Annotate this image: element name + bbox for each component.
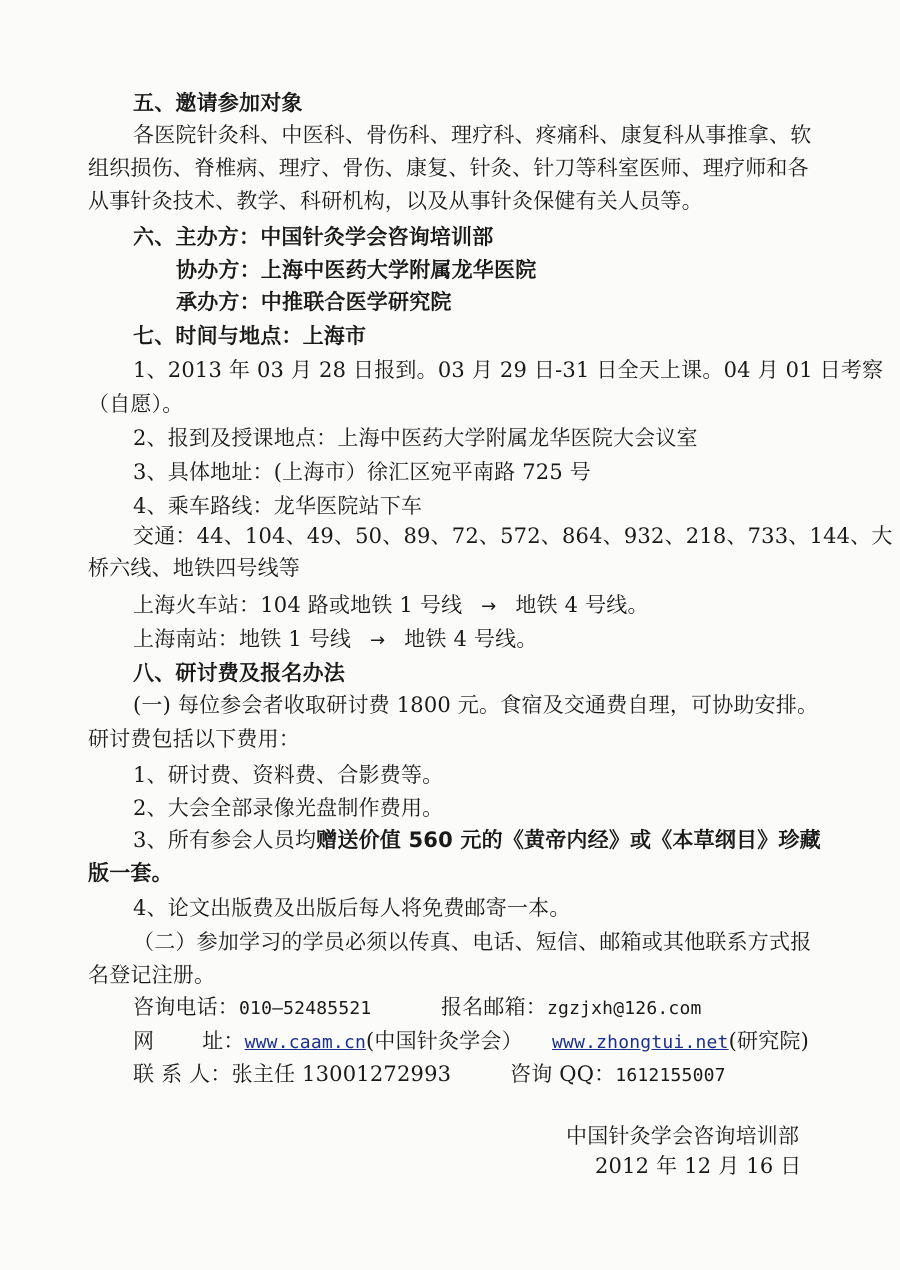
section-8-item-2: 2、大会全部录像光盘制作费用。	[133, 796, 444, 820]
contact-qq	[510, 1059, 726, 1091]
arrow-right-icon: →	[481, 596, 497, 617]
phone-label: 咨询电话：	[133, 995, 239, 1019]
item-3-prefix: 3、所有参会人员均	[133, 828, 317, 852]
section-8-heading: 八、研讨费及报名办法	[133, 661, 345, 685]
qq-label: 咨询 QQ：	[510, 1062, 616, 1086]
section-5-heading: 五、邀请参加对象	[133, 91, 303, 115]
section-7-venue: 2、报到及授课地点：上海中医药大学附属龙华医院大会议室	[133, 426, 698, 450]
section-5-line-1: 各医院针灸科、中医科、骨伤科、理疗科、疼痛科、康复科从事推拿、软	[133, 123, 812, 147]
section-8-registration-cont: 名登记注册。	[88, 963, 216, 987]
contact-person	[133, 1059, 451, 1089]
footer-organization: 中国针灸学会咨询培训部	[566, 1124, 800, 1148]
section-7-address: 3、具体地址：(上海市）徐汇区宛平南路 725 号	[133, 460, 591, 484]
south-route-text: 上海南站：地铁 1 号线	[133, 627, 352, 651]
section-8-item-1: 1、研讨费、资料费、合影费等。	[133, 763, 444, 787]
contact-website-2	[552, 1026, 809, 1058]
section-8-registration: （二）参加学习的学员必须以传真、电话、短信、邮箱或其他联系方式报	[133, 930, 812, 954]
section-7-route: 4、乘车路线：龙华医院站下车	[133, 494, 423, 518]
person-value: 张主任 13001272993	[231, 1062, 452, 1086]
section-6-host: 六、主办方：中国针灸学会咨询培训部	[133, 225, 494, 249]
section-7-line-1: 1、2013 年 03 月 28 日报到。03 月 29 日-31 日全天上课。04 月 01 日考察	[133, 358, 884, 382]
section-7-heading: 七、时间与地点：上海市	[133, 324, 367, 348]
section-6-undertaker: 承办方：中推联合医学研究院	[176, 290, 452, 314]
qq-value: 1612155007	[615, 1065, 726, 1086]
section-5-line-3: 从事针灸技术、教学、科研机构，以及从事针灸保健有关人员等。	[88, 189, 703, 213]
link-zhongtui[interactable]: www.zhongtui.net	[552, 1032, 729, 1053]
link-caam-note: (中国针灸学会）	[366, 1029, 523, 1053]
section-6-co-organizer: 协办方：上海中医药大学附属龙华医院	[176, 258, 537, 282]
section-8-fee-includes: 研讨费包括以下费用：	[88, 727, 300, 751]
section-8-item-4: 4、论文出版费及出版后每人将免费邮寄一本。	[133, 896, 571, 920]
section-8-fee: (一) 每位参会者收取研讨费 1800 元。食宿及交通费自理，可协助安排。	[133, 693, 819, 717]
section-7-line-2: （自愿）。	[88, 392, 184, 416]
link-zhongtui-note: (研究院)	[728, 1029, 809, 1053]
web-label-1: 网	[133, 1029, 155, 1053]
web-label-2: 址：	[202, 1029, 245, 1053]
south-route-dest: 地铁 4 号线。	[404, 627, 538, 651]
person-label: 联 系 人：	[133, 1062, 232, 1086]
railway-route-dest: 地铁 4 号线。	[515, 593, 649, 617]
section-8-item-3-cont: 版一套。	[88, 861, 173, 885]
footer-date: 2012 年 12 月 16 日	[595, 1154, 802, 1178]
section-7-transit-lines-cont: 桥六线、地铁四号线等	[88, 556, 300, 580]
contact-phone	[133, 992, 371, 1024]
section-7-transit-lines: 交通：44、104、49、50、89、72、572、864、932、218、733、144、大	[133, 524, 893, 548]
contact-email	[441, 992, 702, 1024]
arrow-right-icon: →	[370, 630, 386, 651]
section-7-railway-station	[133, 590, 649, 622]
contact-website	[133, 1026, 523, 1058]
railway-route-text: 上海火车站：104 路或地铁 1 号线	[133, 593, 463, 617]
email-value: zgzjxh@126.com	[547, 998, 702, 1019]
phone-value: 010—52485521	[239, 998, 372, 1019]
section-8-item-3	[133, 825, 821, 855]
email-label: 报名邮箱：	[441, 995, 547, 1019]
section-5-line-2: 组织损伤、脊椎病、理疗、骨伤、康复、针灸、针刀等科室医师、理疗师和各	[88, 156, 809, 180]
section-7-south-station	[133, 624, 538, 656]
item-3-gift: 赠送价值 560 元的《黄帝内经》或《本草纲目》珍藏	[316, 828, 821, 852]
link-caam[interactable]: www.caam.cn	[244, 1032, 367, 1053]
